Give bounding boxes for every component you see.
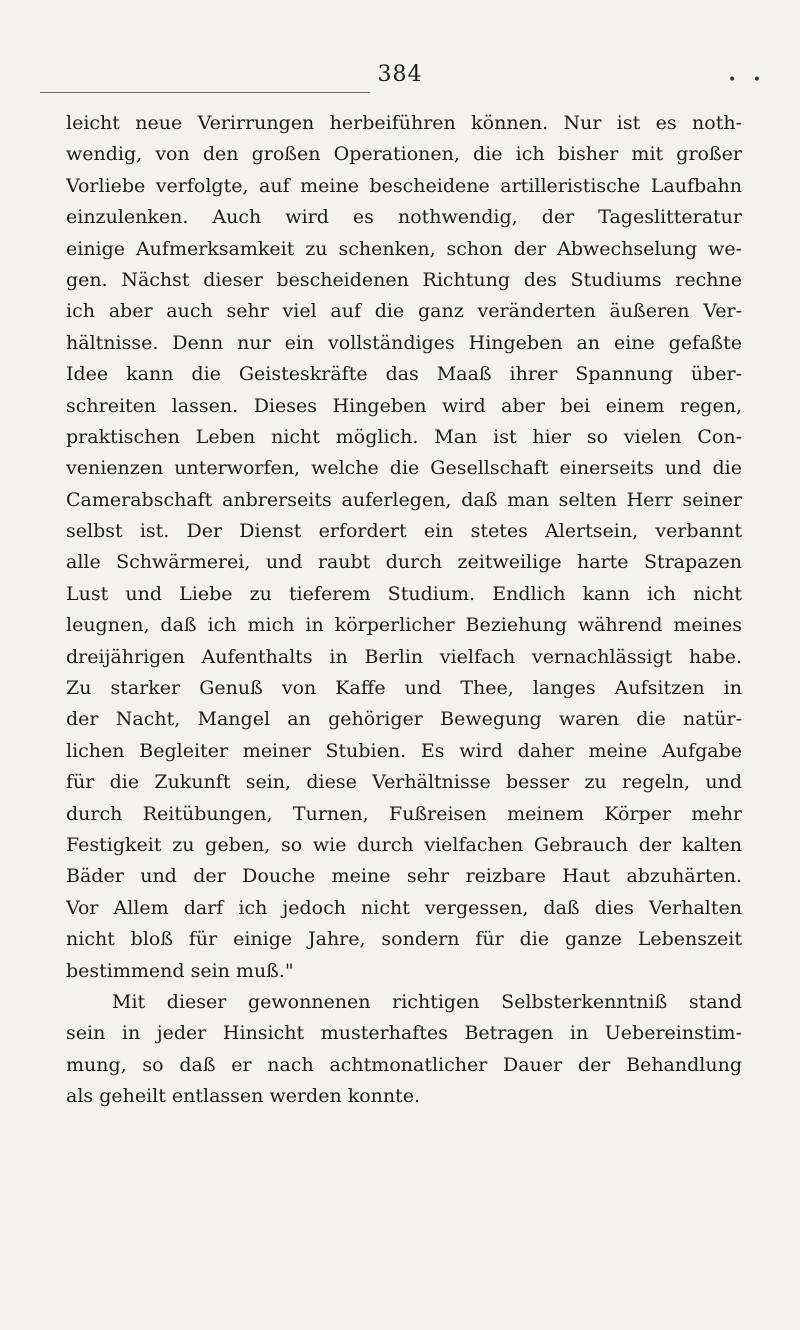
text-line: wendig, von den großen Operationen, die ich bisher mit großer (66, 143, 742, 166)
text-line: mung, so daß er nach achtmonatlicher Dauer der Behandlung (66, 1053, 742, 1076)
text-line: Vorliebe verfolgte, auf meine bescheidene artilleristische Laufbahn (66, 174, 742, 197)
text-line: Camerabschaft anbrerseits auferlegen, daß man selten Herr seiner (66, 488, 742, 511)
margin-mark: • • (728, 72, 767, 88)
text-line: hältnisse. Denn nur ein vollständiges Hingeben an eine gefaßte (66, 331, 742, 354)
text-line: einzulenken. Auch wird es nothwendig, der Tageslitteratur (66, 206, 742, 229)
text-line: venienzen unterworfen, welche die Gesellschaft einerseits und die (66, 457, 742, 480)
text-line: leicht neue Verirrungen herbeiführen können. Nur ist es noth- (66, 112, 742, 134)
text-line: dreijährigen Aufenthalts in Berlin vielfach vernachlässigt habe. (66, 645, 742, 668)
text-line: sein in jeder Hinsicht musterhaftes Betragen in Uebereinstim- (66, 1022, 742, 1045)
text-line: einige Aufmerksamkeit zu schenken, schon der Abwechselung we- (66, 237, 742, 260)
text-line: lichen Begleiter meiner Stubien. Es wird daher meine Aufgabe (66, 739, 742, 762)
text-line: nicht bloß für einige Jahre, sondern für die ganze Lebenszeit (66, 928, 742, 951)
text-line: für die Zukunft sein, diese Verhältnisse besser zu regeln, und (66, 771, 742, 794)
text-line: selbst ist. Der Dienst erfordert ein stetes Alertsein, verbannt (66, 520, 742, 543)
text-line: Lust und Liebe zu tieferem Studium. Endlich kann ich nicht (66, 582, 742, 605)
text-line: Bäder und der Douche meine sehr reizbare Haut abzuhärten. (66, 865, 742, 888)
text-line: Idee kann die Geisteskräfte das Maaß ihrer Spannung über- (66, 363, 742, 386)
text-line: Zu starker Genuß von Kaffe und Thee, langes Aufsitzen in (66, 677, 742, 700)
body-text (66, 108, 742, 1113)
header-rule (40, 92, 370, 93)
text-line: gen. Nächst dieser bescheidenen Richtung des Studiums rechne (66, 268, 742, 291)
text-line: Festigkeit zu geben, so wie durch vielfachen Gebrauch der kalten (66, 833, 742, 856)
text-line: ich aber auch sehr viel auf die ganz veränderten äußeren Ver- (66, 300, 742, 323)
paragraph-start-line: Mit dieser gewonnenen richtigen Selbsterkenntniß stand (112, 990, 742, 1013)
text-line: alle Schwärmerei, und raubt durch zeitweilige harte Strapazen (66, 551, 742, 574)
text-line: leugnen, daß ich mich in körperlicher Beziehung während meines (66, 614, 742, 637)
text-line: als geheilt entlassen werden konnte. (66, 1085, 421, 1108)
text-line: Vor Allem darf ich jedoch nicht vergessen, daß dies Verhalten (66, 896, 742, 919)
text-line: der Nacht, Mangel an gehöriger Bewegung waren die natür- (66, 708, 742, 731)
page-number: 384 (377, 62, 423, 87)
text-line: praktischen Leben nicht möglich. Man ist hier so vielen Con- (66, 425, 742, 448)
text-line: schreiten lassen. Dieses Hingeben wird aber bei einem regen, (66, 394, 742, 417)
text-line: durch Reitübungen, Turnen, Fußreisen meinem Körper mehr (66, 802, 742, 825)
text-line: bestimmend sein muß." (66, 959, 294, 982)
